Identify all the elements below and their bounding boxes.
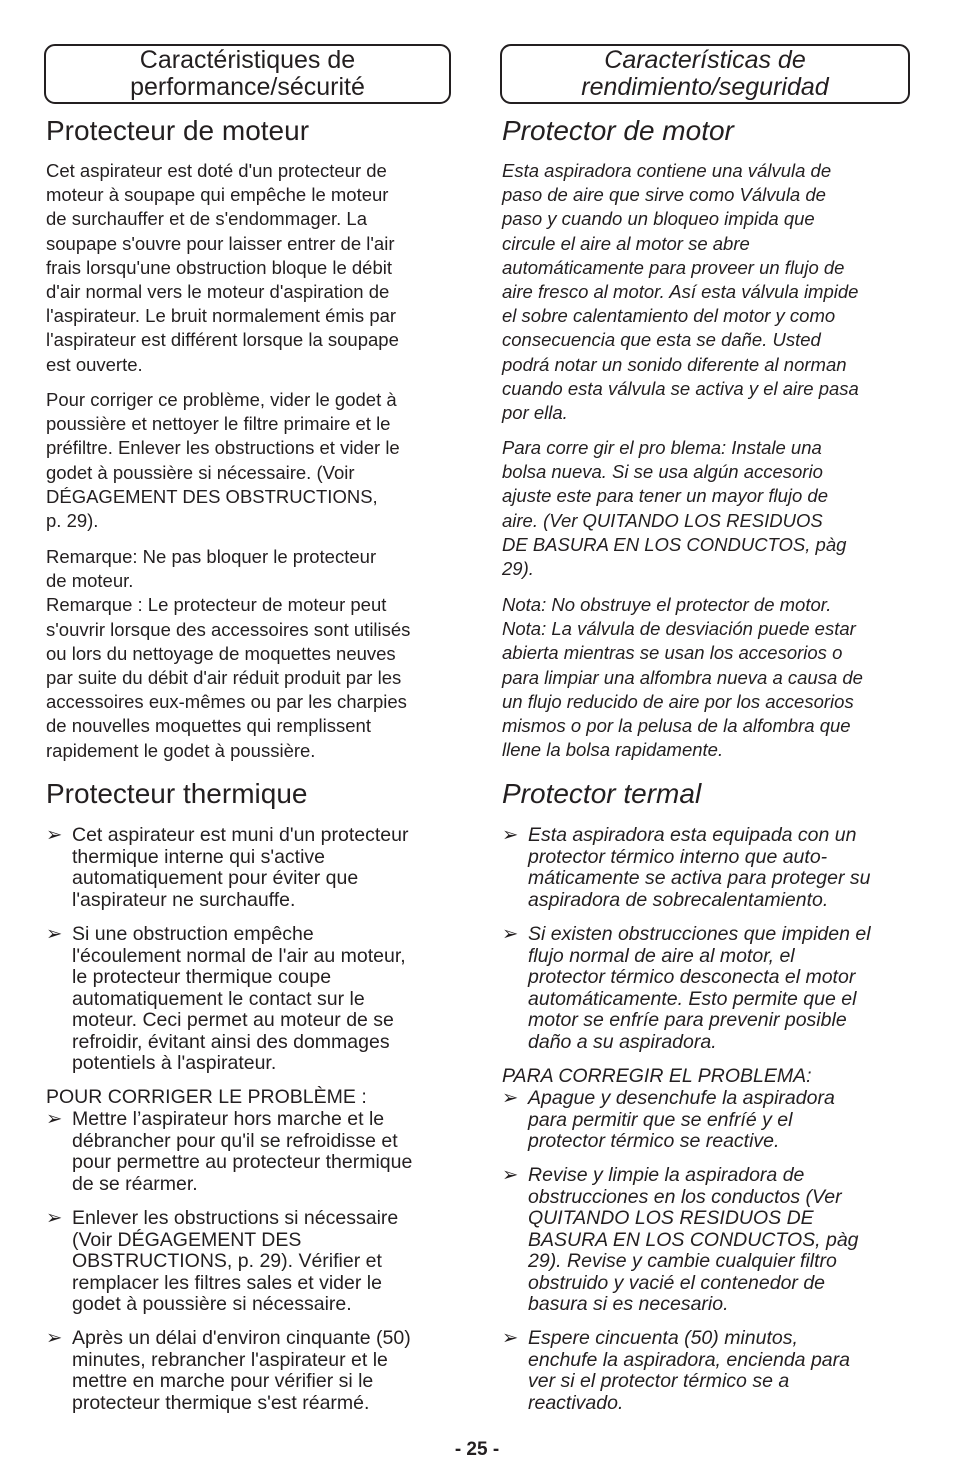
motor-protector-heading: Protecteur de moteur (46, 115, 310, 146)
text-line: l'aspirateur est différent lorsque la soupape (46, 329, 399, 351)
arrow-bullet-icon: ➢ (46, 1327, 63, 1349)
page-number: - 25 - (454, 1439, 500, 1460)
text-line: enchufe la aspiradora, encienda para (528, 1348, 850, 1371)
text-line: poussière et nettoyer le filtre primaire et le (46, 413, 391, 435)
arrow-bullet-icon: ➢ (46, 923, 63, 945)
text-line: refroidir, évitant ainsi des dommages (72, 1030, 390, 1053)
thermal-protector-heading: Protecteur thermique (46, 778, 308, 809)
text-line: l'écoulement normal de l'air au moteur, (72, 944, 406, 967)
text-line: Si existen obstrucciones que impiden el (528, 923, 871, 945)
arrow-bullet-icon: ➢ (46, 1108, 63, 1130)
arrow-bullet-icon: ➢ (502, 1164, 519, 1186)
section-header-box (44, 44, 451, 104)
text-line: aire. (Ver QUITANDO LOS RESIDUOS (502, 509, 823, 531)
text-line: OBSTRUCTIONS, p. 29). Vérifier et (72, 1250, 382, 1272)
text-line: protector térmico se reactive. (528, 1130, 780, 1152)
motor-paragraph-3 (46, 545, 458, 763)
motor-paragraph-3 (502, 593, 914, 762)
text-line: aire fresco al motor. Así esta válvula impide (502, 281, 859, 303)
motor-paragraph-1 (502, 159, 914, 425)
text-line: ajuste este para tener un mayor flujo de (502, 485, 828, 507)
text-line: 29). Revise y cambie cualquier filtro (528, 1250, 837, 1272)
fix-problem-title: PARA CORREGIR EL PROBLEMA: (502, 1065, 812, 1087)
text-line: godet à poussière si nécessaire. (72, 1293, 352, 1315)
text-line: le protecteur thermique coupe (72, 966, 332, 988)
text-line: obstrucciones en los conductos (Ver (528, 1185, 842, 1208)
text-line: rapidement le godet à poussière. (46, 739, 316, 761)
arrow-bullet-icon: ➢ (502, 923, 519, 945)
fix-problem-title: POUR CORRIGER LE PROBLÈME : (46, 1086, 367, 1108)
text-line: est ouverte. (46, 353, 143, 375)
text-line: accessoires eux-mêmes ou par les charpies (46, 691, 407, 713)
text-line: DÉGAGEMENT DES OBSTRUCTIONS, (46, 485, 378, 507)
text-line: Espere cincuenta (50) minutos, (528, 1327, 798, 1349)
arrow-bullet-icon: ➢ (502, 1087, 519, 1109)
text-line: para limpiar una alfombra nueva a causa de (502, 666, 863, 688)
text-line: 29). (502, 558, 534, 580)
text-line: el sobre calentamiento del motor y como (502, 305, 836, 327)
text-line: Remarque : Le protecteur de moteur peut (46, 594, 387, 616)
text-line: de moteur. (46, 570, 134, 592)
text-line: Cet aspirateur est doté d'un protecteur de (46, 160, 387, 181)
text-line: automáticamente. Esto permite que el (528, 987, 857, 1010)
text-line: Nota: No obstruye el protector de motor. (502, 594, 832, 615)
text-line: préfiltre. Enlever les obstructions et vider le (46, 437, 400, 459)
text-line: llene la bolsa rapidamente. (502, 739, 724, 761)
text-line: Nota: La válvula de desviación puede estar (502, 618, 856, 640)
motor-paragraph-2 (46, 388, 458, 533)
motor-paragraph-2 (502, 436, 914, 581)
text-line: obstruido y vacié el contenedor de (528, 1271, 826, 1294)
text-line: mismos o por la pelusa de la alfombra que (502, 715, 851, 737)
text-line: moteur à soupape qui empêche le moteur (46, 184, 389, 206)
text-line: (Voir DÉGAGEMENT DES (72, 1228, 302, 1251)
header-line: Características de (604, 46, 806, 74)
text-line: protector térmico desconecta el motor (528, 966, 856, 988)
text-line: Revise y limpie la aspiradora de (528, 1164, 805, 1186)
text-line: remplacer les filtres sales et vider le (72, 1271, 382, 1294)
text-line: soupape s'ouvre pour laisser entrer de l'air (46, 232, 395, 254)
text-line: por ella. (502, 402, 568, 424)
text-line: de surchauffer et de s'endommager. La (46, 208, 367, 230)
text-line: thermique interne qui s'active (72, 845, 326, 868)
text-line: protector térmico interno que auto- (528, 845, 828, 868)
text-line: cuando esta válvula se activa y el aire pasa (502, 377, 859, 399)
bullet-item (46, 924, 458, 1075)
motor-paragraph-1 (46, 159, 458, 377)
text-line: p. 29). (46, 510, 99, 532)
text-line: s'ouvrir lorsque des accessoires sont utilisés (46, 618, 411, 640)
header-line: Caractéristiques de (139, 46, 356, 74)
bullet-item (502, 825, 914, 911)
text-line: l'aspirateur ne surchauffe. (72, 888, 296, 911)
text-line: circule el aire al motor se abre (502, 232, 750, 254)
text-line: reactivado. (528, 1391, 624, 1414)
text-line: Remarque: Ne pas bloquer le protecteur (46, 546, 377, 567)
text-line: ver si el protector térmico se a (528, 1370, 790, 1392)
text-line: de se réarmer. (72, 1172, 198, 1195)
text-line: daño a su aspiradora. (528, 1030, 717, 1053)
text-line: Mettre l’aspirateur hors marche et le (72, 1108, 385, 1130)
text-line: débrancher pour qu'il se refroidisse et (72, 1129, 398, 1152)
header-line: rendimiento/seguridad (581, 73, 829, 101)
text-line: Esta aspiradora contiene una válvula de (502, 160, 832, 181)
text-line: motor se enfríe para prevenir posible (528, 1009, 847, 1031)
text-line: Para corre gir el pro blema: Instale una (502, 437, 822, 458)
text-line: Apague y desenchufe la aspiradora (528, 1087, 835, 1109)
text-line: pour permettre au protecteur thermique (72, 1151, 413, 1173)
text-line: automatiquement le contact sur le (72, 987, 365, 1010)
text-line: potentiels à l'aspirateur. (72, 1052, 277, 1074)
header-line: performance/sécurité (130, 73, 365, 101)
bullet-item (502, 1328, 914, 1414)
text-line: minutes, rebrancher l'aspirateur et le (72, 1348, 388, 1371)
text-line: d'air normal vers le moteur d'aspiration de (46, 281, 390, 303)
text-line: BASURA EN LOS CONDUCTOS, pàg (528, 1228, 859, 1251)
bullet-item (46, 1208, 458, 1316)
arrow-bullet-icon: ➢ (502, 1327, 519, 1349)
text-line: un flujo reducido de aire por los accesorios (502, 690, 854, 712)
bullet-item (502, 1088, 914, 1153)
arrow-bullet-icon: ➢ (502, 824, 519, 846)
text-line: Esta aspiradora esta equipada con un (528, 824, 857, 846)
text-line: ou lors du nettoyage de moquettes neuves (46, 642, 396, 664)
bullet-item (46, 1109, 458, 1195)
text-line: bolsa nueva. Si se usa algún accesorio (502, 461, 823, 483)
arrow-bullet-icon: ➢ (46, 1207, 63, 1229)
text-line: flujo normal de aire al motor, el (528, 944, 795, 967)
text-line: para permitir que se enfríé y el (528, 1108, 793, 1131)
thermal-protector-heading: Protector termal (502, 778, 702, 809)
text-line: automáticamente para proveer un flujo de (502, 256, 845, 278)
text-line: automatiquement pour éviter que (72, 867, 359, 889)
text-line: protecteur thermique s'est réarmé. (72, 1391, 370, 1414)
text-line: abierta mientras se usan los accesorios o (502, 642, 843, 664)
text-line: máticamente se activa para proteger su (528, 867, 871, 889)
motor-protector-heading: Protector de motor (502, 115, 734, 146)
text-line: Si une obstruction empêche (72, 923, 314, 945)
text-line: l'aspirateur. Le bruit normalement émis par (46, 305, 397, 327)
bullet-item (46, 1328, 458, 1414)
text-line: podrá notar un sonido diferente al norman (502, 353, 847, 375)
text-line: moteur. Ceci permet au moteur de se (72, 1009, 394, 1031)
text-line: godet à poussière si nécessaire. (Voir (46, 461, 355, 483)
text-line: Cet aspirateur est muni d'un protecteur (72, 824, 409, 846)
text-line: mettre en marche pour vérifier si le (72, 1370, 374, 1392)
bullet-item (502, 1165, 914, 1316)
bullet-item (46, 825, 458, 911)
text-line: basura si es necesario. (528, 1293, 729, 1315)
section-header-box (500, 44, 910, 104)
arrow-bullet-icon: ➢ (46, 824, 63, 846)
text-line: Enlever les obstructions si nécessaire (72, 1207, 399, 1229)
text-line: Pour corriger ce problème, vider le godet à (46, 389, 397, 410)
text-line: de nouvelles moquettes qui remplissent (46, 715, 371, 737)
text-line: aspiradora de sobrecalentamiento. (528, 888, 829, 911)
text-line: QUITANDO LOS RESIDUOS DE (528, 1207, 814, 1229)
text-line: par suite du débit d'air réduit produit par les (46, 667, 402, 689)
text-line: paso y cuando un bloqueo impida que (502, 208, 815, 230)
text-line: paso de aire que sirve como Válvula de (502, 184, 826, 206)
text-line: DE BASURA EN LOS CONDUCTOS, pàg (502, 533, 847, 555)
bullet-item (502, 924, 914, 1053)
text-line: frais lorsqu'une obstruction bloque le débit (46, 256, 392, 278)
text-line: consecuencia que esta se dañe. Usted (502, 329, 821, 351)
text-line: Après un délai d'environ cinquante (50) (72, 1327, 411, 1349)
